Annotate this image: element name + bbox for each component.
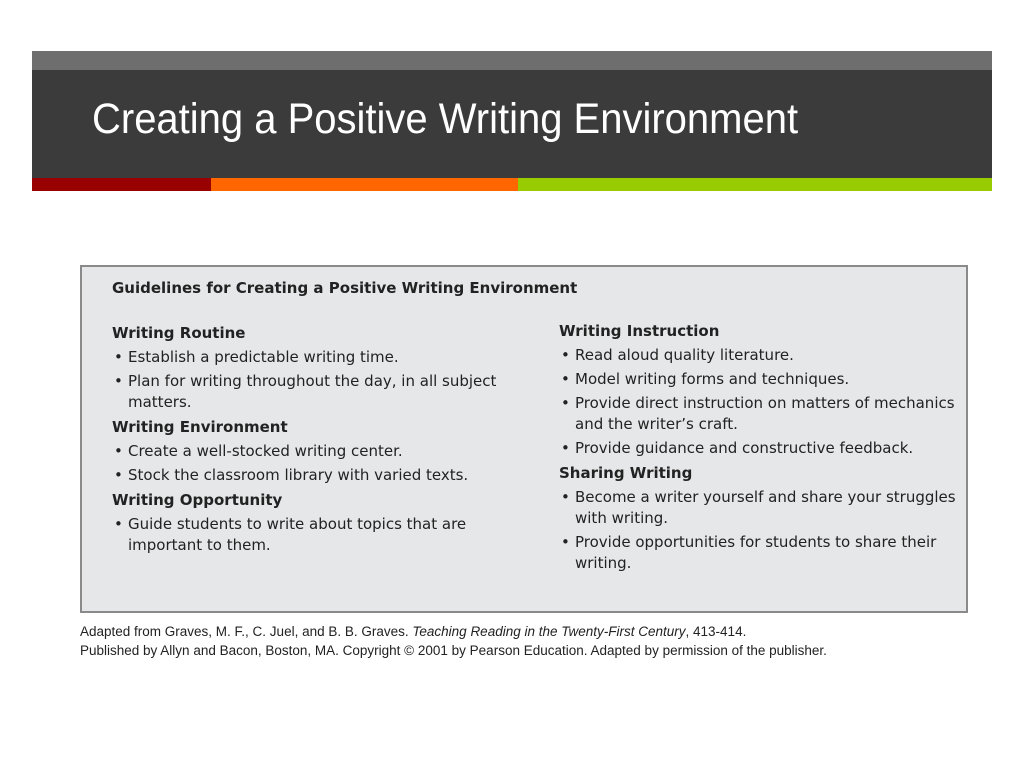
citation-prefix: Adapted from Graves, M. F., C. Juel, and B. B. Graves. bbox=[80, 624, 413, 639]
section-heading: Writing Instruction bbox=[559, 322, 720, 340]
section-sharing-writing bbox=[559, 463, 959, 574]
bullet-list bbox=[559, 345, 959, 459]
bullet-item: • Plan for writing throughout the day, in all subject matters. bbox=[112, 371, 532, 413]
citation-pages: , 413-414. bbox=[685, 624, 747, 639]
bullet-item: • Stock the classroom library with varied texts. bbox=[112, 465, 532, 486]
guidelines-box bbox=[80, 265, 968, 613]
bullet-item: • Model writing forms and techniques. bbox=[559, 369, 959, 390]
accent-bar-orange bbox=[211, 178, 518, 191]
right-column bbox=[559, 321, 959, 578]
accent-bar bbox=[32, 178, 992, 191]
section-heading: Sharing Writing bbox=[559, 464, 693, 482]
left-column bbox=[112, 323, 532, 560]
section-writing-opportunity bbox=[112, 490, 532, 556]
bullet-item: • Read aloud quality literature. bbox=[559, 345, 959, 366]
bullet-item: • Establish a predictable writing time. bbox=[112, 347, 532, 368]
section-writing-environment bbox=[112, 417, 532, 486]
bullet-item: • Provide direct instruction on matters of mechanics and the writer’s craft. bbox=[559, 393, 959, 435]
citation-book-title: Teaching Reading in the Twenty-First Century bbox=[412, 624, 686, 639]
citation bbox=[80, 622, 1000, 660]
bullet-item: • Provide opportunities for students to share their writing. bbox=[559, 532, 959, 574]
bullet-list bbox=[112, 514, 532, 556]
guidelines-title: Guidelines for Creating a Positive Writing Environment bbox=[112, 279, 578, 297]
bullet-item: • Become a writer yourself and share your struggles with writing. bbox=[559, 487, 959, 529]
header-top-strip bbox=[32, 51, 992, 70]
bullet-item: • Provide guidance and constructive feedback. bbox=[559, 438, 959, 459]
bullet-item: • Guide students to write about topics that are important to them. bbox=[112, 514, 532, 556]
bullet-item: • Create a well-stocked writing center. bbox=[112, 441, 532, 462]
bullet-list bbox=[559, 487, 959, 574]
accent-bar-green bbox=[518, 178, 992, 191]
section-writing-instruction bbox=[559, 321, 959, 459]
section-writing-routine bbox=[112, 323, 532, 413]
slide-title: Creating a Positive Writing Environment bbox=[92, 95, 799, 143]
bullet-list bbox=[112, 347, 532, 413]
section-heading: Writing Environment bbox=[112, 418, 288, 436]
section-heading: Writing Opportunity bbox=[112, 491, 283, 509]
section-heading: Writing Routine bbox=[112, 324, 246, 342]
bullet-list bbox=[112, 441, 532, 486]
slide-header bbox=[32, 51, 992, 178]
accent-bar-red bbox=[32, 178, 211, 191]
citation-line2: Published by Allyn and Bacon, Boston, MA. Copyright © 2001 by Pearson Education. Adapted by permission of the publisher. bbox=[80, 643, 827, 658]
